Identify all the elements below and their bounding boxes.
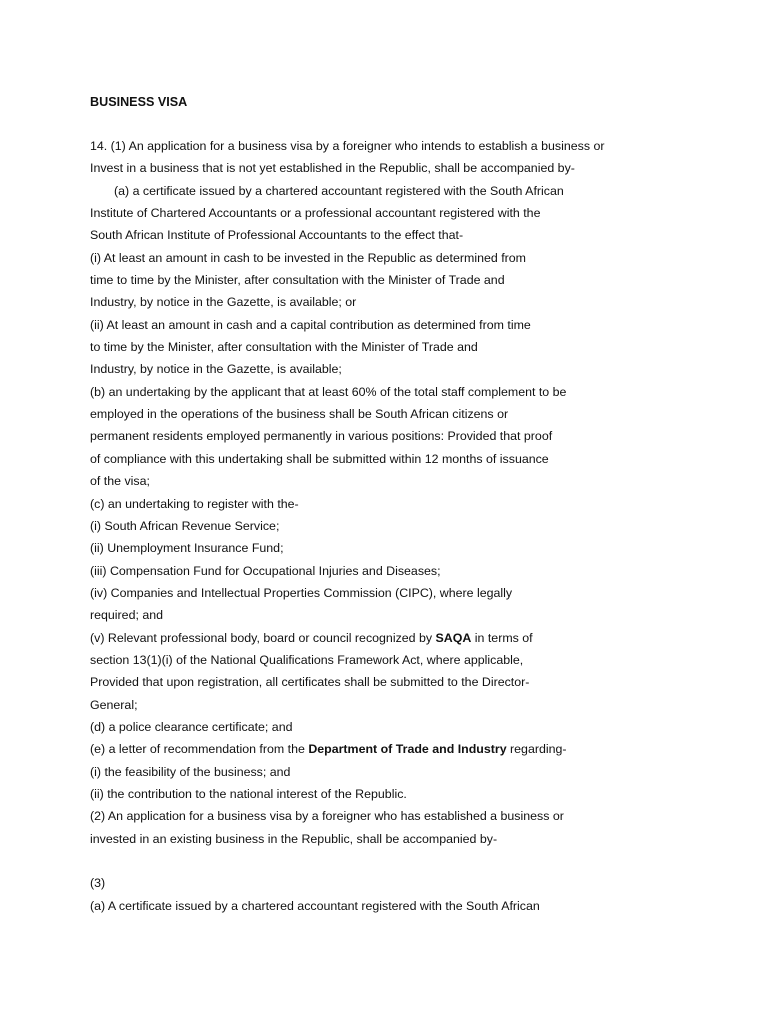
paragraph-line: Industry, by notice in the Gazette, is available;	[90, 362, 342, 377]
paragraph-line: (a) A certificate issued by a chartered accountant registered with the South African	[90, 898, 540, 913]
document-title: BUSINESS VISA	[90, 95, 188, 109]
paragraph-line: (b) an undertaking by the applicant that at least 60% of the total staff complement to be	[90, 384, 567, 399]
paragraph-line: required; and	[90, 608, 164, 623]
saqa-line	[90, 630, 750, 652]
dti-line-before: (e) a letter of recommendation from the	[90, 742, 309, 757]
paragraph-line: Invest in a business that is not yet established in the Republic, shall be accompanied by-	[90, 161, 575, 176]
saqa-emphasis: SAQA	[435, 630, 472, 645]
paragraph-line: (i) At least an amount in cash to be invested in the Republic as determined from	[90, 250, 526, 265]
saqa-line-before: (v) Relevant professional body, board or council recognized by	[90, 630, 436, 645]
document-body	[90, 138, 750, 920]
paragraph-line: Provided that upon registration, all certificates shall be submitted to the Director-	[90, 675, 530, 690]
dti-emphasis: Department of Trade and Industry	[308, 742, 507, 757]
paragraph-line: (iv) Companies and Intellectual Properties Commission (CIPC), where legally	[90, 585, 513, 600]
blank-line	[90, 853, 750, 875]
paragraph-line: Industry, by notice in the Gazette, is available; or	[90, 295, 357, 310]
paragraph-line: invested in an existing business in the Republic, shall be accompanied by-	[90, 831, 498, 846]
paragraph-line: South African Institute of Professional Accountants to the effect that-	[90, 228, 464, 243]
paragraph-line: to time by the Minister, after consultation with the Minister of Trade and	[90, 340, 478, 355]
dti-line	[90, 741, 750, 763]
paragraph-line: time to time by the Minister, after consultation with the Minister of Trade and	[90, 273, 505, 288]
paragraph-line: (ii) the contribution to the national interest of the Republic.	[90, 786, 407, 801]
paragraph-line: (iii) Compensation Fund for Occupational Injuries and Diseases;	[90, 563, 441, 578]
dti-line-after: regarding-	[506, 742, 567, 757]
paragraph-line: (d) a police clearance certificate; and	[90, 719, 293, 734]
saqa-line-after: in terms of	[471, 630, 533, 645]
paragraph-line: of compliance with this undertaking shall be submitted within 12 months of issuance	[90, 451, 549, 466]
paragraph-line: employed in the operations of the business shall be South African citizens or	[90, 407, 509, 422]
paragraph-line: section 13(1)(i) of the National Qualifications Framework Act, where applicable,	[90, 652, 524, 667]
paragraph-line: Institute of Chartered Accountants or a professional accountant registered with the	[90, 206, 541, 221]
paragraph-line: (i) South African Revenue Service;	[90, 518, 280, 533]
paragraph-line: (a) a certificate issued by a chartered accountant registered with the South African	[114, 183, 564, 198]
paragraph-line: permanent residents employed permanently in various positions: Provided that proof	[90, 429, 553, 444]
paragraph-line: 14. (1) An application for a business visa by a foreigner who intends to establish a business or	[90, 139, 605, 153]
paragraph-line: (i) the feasibility of the business; and	[90, 764, 291, 779]
paragraph-line: General;	[90, 697, 138, 712]
paragraph-line: (c) an undertaking to register with the-	[90, 496, 299, 511]
paragraph-line: (3)	[90, 876, 106, 891]
paragraph-line: (ii) At least an amount in cash and a capital contribution as determined from time	[90, 317, 531, 332]
paragraph-line: (2) An application for a business visa by a foreigner who has established a business or	[90, 809, 564, 824]
paragraph-line: (ii) Unemployment Insurance Fund;	[90, 541, 284, 556]
paragraph-line: of the visa;	[90, 474, 150, 489]
